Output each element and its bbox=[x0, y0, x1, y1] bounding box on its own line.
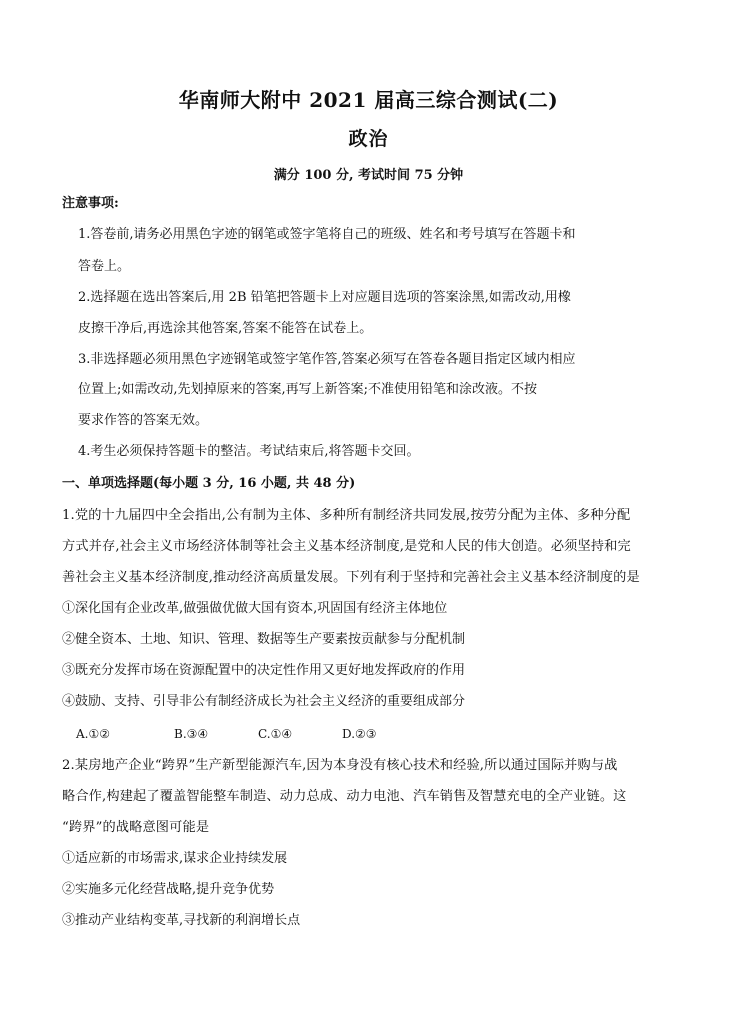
question-2-item: ③推动产业结构变革,寻找新的利润增长点 bbox=[62, 913, 301, 928]
question-1-item: ②健全资本、土地、知识、管理、数据等生产要素按贡献参与分配机制 bbox=[62, 632, 466, 647]
note-line: 要求作答的答案无效。 bbox=[78, 413, 209, 428]
note-line: 4.考生必须保持答题卡的整洁。考试结束后,将答题卡交回。 bbox=[78, 444, 420, 459]
question-2-stem-line: “跨界”的战略意图可能是 bbox=[62, 820, 210, 835]
question-1-option-c: C.①④ bbox=[258, 727, 293, 741]
note-line: 皮擦干净后,再选涂其他答案,答案不能答在试卷上。 bbox=[78, 321, 373, 336]
question-1-stem-line: 方式并存,社会主义市场经济体制等社会主义基本经济制度,是党和人民的伟大创造。必须坚持和完 bbox=[62, 539, 631, 554]
question-1-option-b: B.③④ bbox=[174, 727, 209, 741]
notes-heading: 注意事项: bbox=[62, 196, 119, 211]
note-line: 答卷上。 bbox=[78, 259, 131, 274]
question-1-option-a: A.①② bbox=[76, 727, 110, 741]
question-2-item: ②实施多元化经营战略,提升竞争优势 bbox=[62, 882, 275, 897]
note-line: 2.选择题在选出答案后,用 2B 铅笔把答题卡上对应题目选项的答案涂黑,如需改动,用橡 bbox=[78, 290, 571, 305]
question-2-item: ①适应新的市场需求,谋求企业持续发展 bbox=[62, 851, 288, 866]
note-line: 3.非选择题必须用黑色字迹钢笔或签字笔作答,答案必须写在答卷各题目指定区域内相应 bbox=[78, 352, 576, 367]
question-1-item: ④鼓励、支持、引导非公有制经济成长为社会主义经济的重要组成部分 bbox=[62, 694, 466, 709]
question-1-item: ③既充分发挥市场在资源配置中的决定性作用又更好地发挥政府的作用 bbox=[62, 663, 466, 678]
question-2-stem-line: 略合作,构建起了覆盖智能整车制造、动力总成、动力电池、汽车销售及智慧充电的全产业链。这 bbox=[62, 789, 627, 804]
question-1-stem-line: 善社会主义基本经济制度,推动经济高质量发展。下列有利于坚持和完善社会主义基本经济制度的是 bbox=[62, 570, 640, 585]
exam-meta: 满分 100 分, 考试时间 75 分钟 bbox=[273, 168, 464, 183]
question-1-stem-line: 1.党的十九届四中全会指出,公有制为主体、多种所有制经济共同发展,按劳分配为主体、多种分配 bbox=[62, 508, 631, 523]
question-2-stem-line: 2.某房地产企业“跨界”生产新型能源汽车,因为本身没有核心技术和经验,所以通过国际并购与战 bbox=[62, 758, 618, 773]
question-1-option-d: D.②③ bbox=[342, 727, 377, 741]
note-line: 位置上;如需改动,先划掉原来的答案,再写上新答案;不准使用铅笔和涂改液。不按 bbox=[78, 382, 538, 397]
question-1-item: ①深化国有企业改革,做强做优做大国有资本,巩固国有经济主体地位 bbox=[62, 601, 448, 616]
section-heading: 一、单项选择题(每小题 3 分, 16 小题, 共 48 分) bbox=[62, 476, 356, 491]
exam-title: 华南师大附中 2021 届高三综合测试(二) bbox=[178, 88, 559, 112]
exam-subject: 政治 bbox=[348, 128, 389, 150]
note-line: 1.答卷前,请务必用黑色字迹的钢笔或签字笔将自己的班级、姓名和考号填写在答题卡和 bbox=[78, 227, 576, 242]
